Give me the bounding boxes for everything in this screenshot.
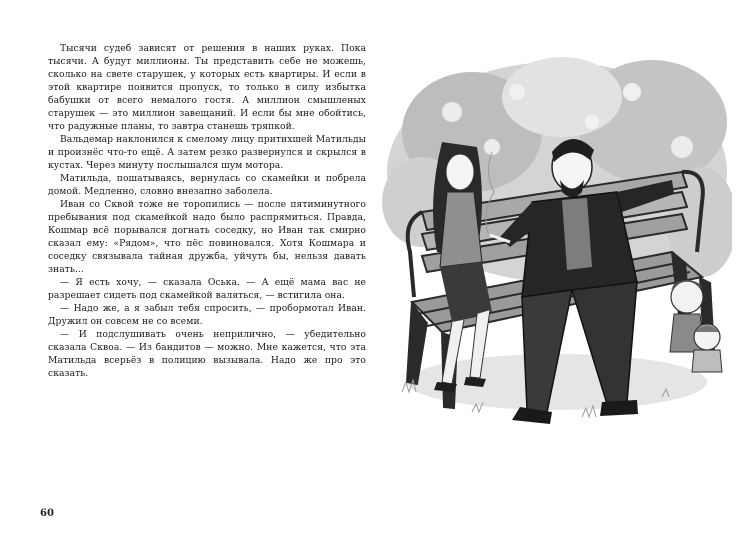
paragraph: — Надо же, а я забыл тебя спросить, — пробормотал Иван. Дружил он совсем не со всеми. [48, 303, 366, 327]
paragraph: — И подслушивать очень неприлично, — убедительно сказала Сквоа. — Из бандитов — можно. Мне кажется, что эта Матильда всерьёз в полицию вызывала. Надо же про это сказать. [48, 329, 366, 379]
page-number: 60 [40, 508, 54, 519]
paragraph: — Я есть хочу, — сказала Оська. — А ещё мама вас не разрешает сидеть под скамейкой валяться, — встигила она. [48, 277, 366, 301]
illustration-bench-scene [382, 52, 732, 482]
paragraph: Иван со Сквой тоже не торопились — после пятиминутного пребывания под скамейкой надо было распрямиться. Правда, Кошмар всё порывался догнать соседку, но Иван так смирно сказал ему: «Рядом», что пёс повиновался. Хотя Кошмара и соседку связывала тайная дружба, уйчуть бы, нельзя давать знать... [48, 199, 366, 275]
illustration-drawing [382, 52, 732, 482]
paragraph: Тысячи судеб зависят от решения в наших руках. Пока тысячи. А будут миллионы. Ты представить себе не можешь, сколько на свете старушек, у которых есть квартиры. И если в этой квартире появится пропуск, то только в силу избытка бабушки от всего немалого гостя. А миллион смышленых старушек — это миллион завещаний. И если бы мне обойтись, что радужные планы, то завтра станешь тряпкой. [48, 43, 366, 132]
paragraph: Матильда, пошатываясь, вернулась со скамейки и побрела домой. Медленно, словно внезапно заболела. [48, 173, 366, 197]
paragraph: Вальдемар наклонился к смелому лицу притихшей Матильды и произнёс что-то ещё. А затем резко развернулся и скрылся в кустах. Через минуту послышался шум мотора. [48, 134, 366, 171]
text-column [48, 42, 366, 380]
children-peeking [670, 280, 722, 372]
